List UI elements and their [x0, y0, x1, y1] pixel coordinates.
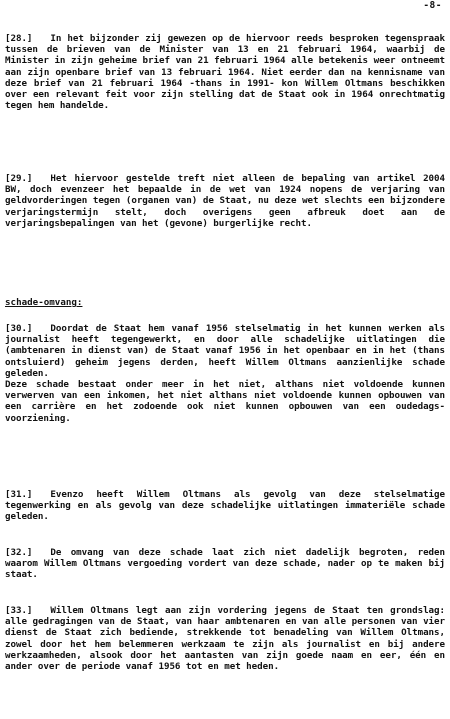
paragraph-text: In het bijzonder zij gewezen op de hiervoor reeds besproken tegenspraak tussen de brieven van de Minister van 13 en 21 februari 1964, waarbij de Minister in zijn geheime brief van 21 februari 1964 alle betekenis weer ontneemt aan zijn openbare brief van 13 februari 1964. Niet eerder dan na kennisname van deze brief van 21 februari 1964 -thans in 1991- kon Willem Oltmans beschikken over een relevant feit voor zijn stelling dat de Staat ook in 1964 onrechtmatig tegen hem handelde. — [5, 33, 445, 112]
paragraph-28 — [5, 33, 445, 111]
paragraph-text-continued: Deze schade bestaat onder meer in het niet, althans niet voldoende kunnen verwerven van een inkomen, het niet althans niet voldoende kunnen opbouwen van een carrière en het zodoende ook niet kunnen opbouwen van een oudedags-voorziening. — [5, 379, 445, 424]
paragraph-number: [28.] — [5, 33, 33, 44]
paragraph-number: [32.] — [5, 547, 33, 558]
paragraph-29 — [5, 173, 445, 229]
paragraph-33 — [5, 605, 445, 672]
paragraph-text: Doordat de Staat hem vanaf 1956 stelselmatig in het kunnen werken als journalist heeft tegengewerkt, en door alle schadelijke uitlatingen die (ambtenaren in dienst van) de Staat vanaf 1956 in het openbaar en in het (thans ontsluierd) geheim jegens derden, heeft Willem Oltmans aanzienlijke schade geleden. — [5, 323, 445, 379]
section-heading-schade-omvang: schade-omvang: — [5, 297, 83, 308]
paragraph-text: Willem Oltmans legt aan zijn vordering jegens de Staat ten grondslag: alle gedragingen van de Staat, van haar ambtenaren en van alle personen van vier dienst de Staat zich bediende, strekkende tot benadeling van Willem Oltmans, zowel door het hem belemmeren werkzaam te zijn als journalist en bij andere werkzaamheden, alsook door het aantasten van zijn goede naam en eer, één en ander over de periode vanaf 1956 tot en met heden. — [5, 605, 445, 673]
paragraph-31 — [5, 489, 445, 523]
paragraph-number: [33.] — [5, 605, 33, 616]
page-number: -8- — [423, 0, 442, 11]
paragraph-text: Evenzo heeft Willem Oltmans als gevolg van deze stelselmatige tegenwerking en als gevolg van deze schadelijke uitlatingen immateriële schade geleden. — [5, 489, 445, 523]
paragraph-number: [30.] — [5, 323, 33, 334]
paragraph-text: Het hiervoor gestelde treft niet alleen de bepaling van artikel 2004 BW, doch evenzeer het bepaalde in de wet van 1924 nopens de verjaring van geldvorderingen tegen (organen van) de Staat, nu deze wet slechts een bijzondere verjaringstermijn stelt, doch overigens geen afbreuk doet aan de verjaringsbepalingen van het (gevone) burgerlijke recht. — [5, 173, 445, 229]
paragraph-32 — [5, 547, 445, 581]
paragraph-text: De omvang van deze schade laat zich niet dadelijk begroten, reden waarom Willem Oltmans vergoeding vordert van deze schade, nader op te maken bij staat. — [5, 547, 445, 581]
paragraph-30 — [5, 323, 445, 424]
paragraph-number: [31.] — [5, 489, 33, 500]
paragraph-number: [29.] — [5, 173, 33, 184]
